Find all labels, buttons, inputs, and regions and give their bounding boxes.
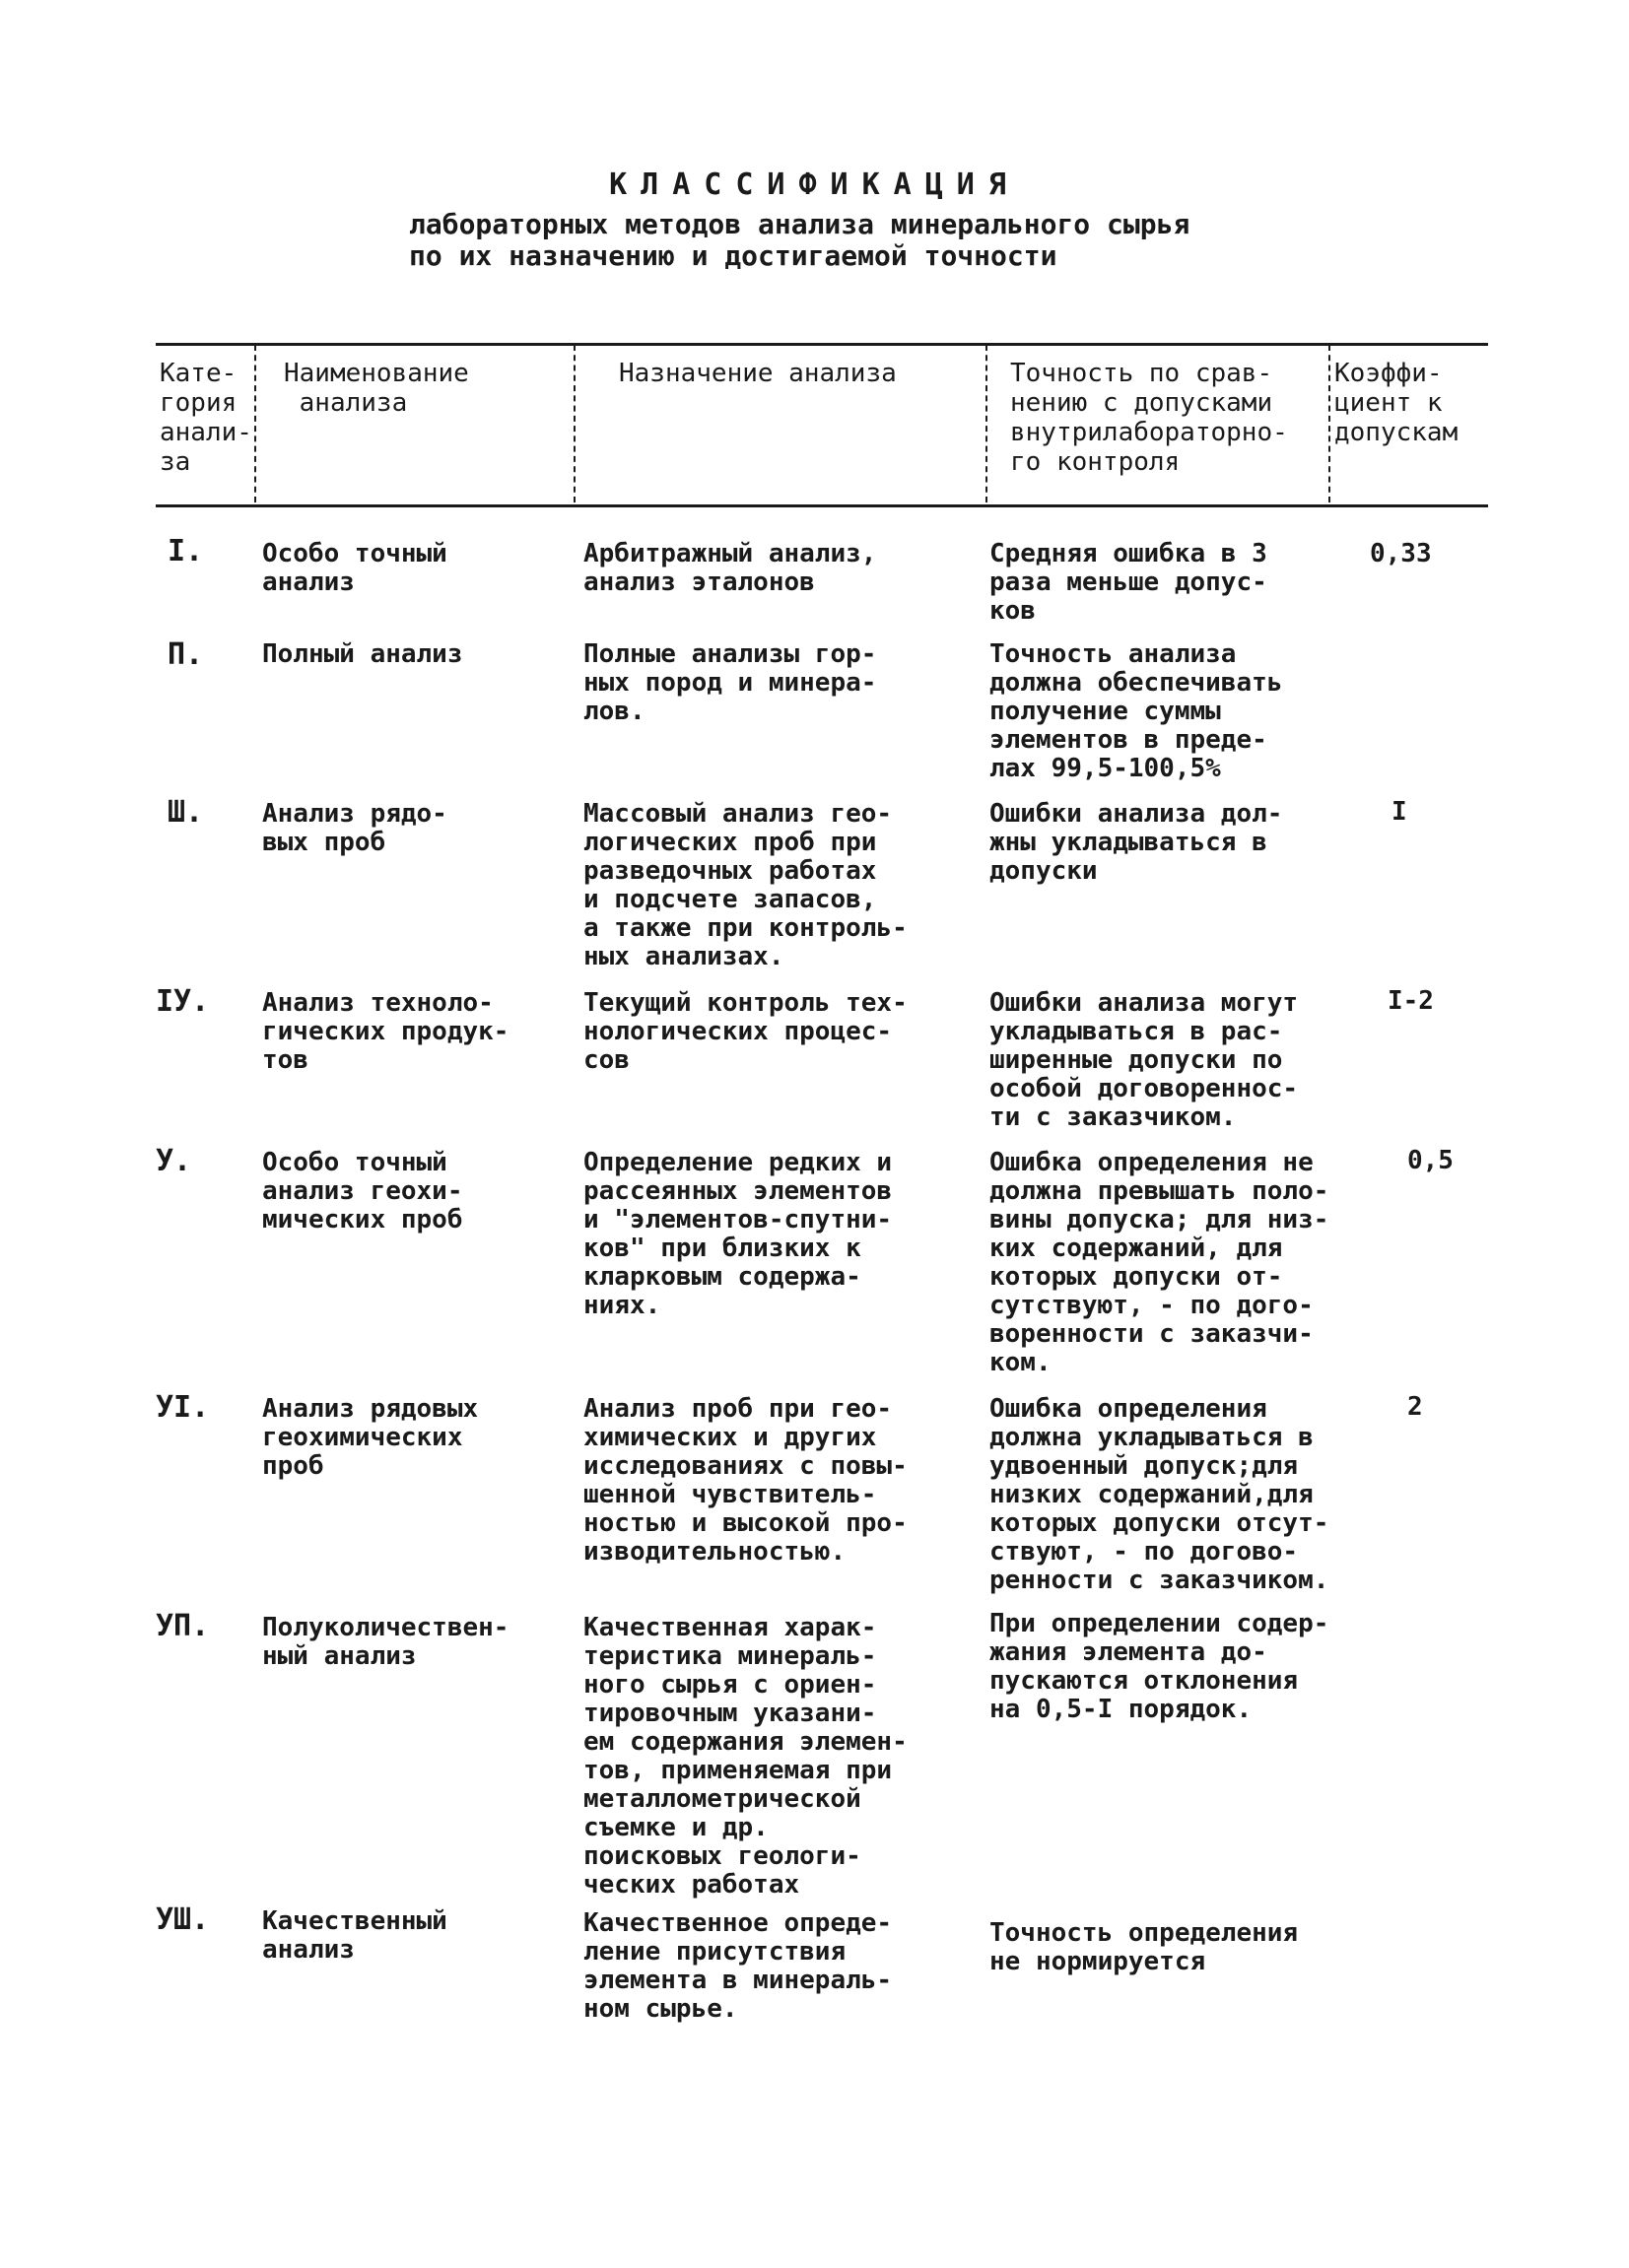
row-category: У. [156, 1144, 192, 1178]
row-purpose: Анализ проб при гео- химических и других исследованиях с повы- шенной чувствитель- ностью и высокой про- изводительностью. [583, 1394, 908, 1567]
row-name: Полуколичествен- ный анализ [262, 1613, 509, 1671]
row-accuracy: Точность определения не нормируется [989, 1918, 1299, 1976]
row-coefficient: 0,33 [1370, 539, 1432, 568]
row-category: УП. [156, 1609, 210, 1643]
column-separator [574, 345, 576, 502]
row-coefficient: I [1391, 797, 1407, 827]
row-accuracy: Ошибки анализа могут укладываться в рас- ширенные допуски по особой договореннос- ти с заказчиком. [989, 988, 1299, 1132]
column-separator [254, 345, 256, 502]
row-category: УI. [156, 1390, 210, 1425]
header-category: Кате- гория анали- за [160, 359, 252, 477]
row-purpose: Полные анализы гор- ных пород и минера- лов. [583, 639, 877, 726]
row-accuracy: Точность анализа должна обеспечивать получение суммы элементов в преде- лах 99,5-100,5% [989, 639, 1283, 783]
table-top-rule [156, 343, 1488, 346]
header-purpose: Назначение анализа [619, 359, 897, 388]
row-name: Анализ техноло- гических продук- тов [262, 988, 509, 1075]
row-name: Качественный анализ [262, 1906, 447, 1965]
document-title: КЛАССИФИКАЦИЯ [609, 167, 1020, 202]
row-purpose: Арбитражный анализ, анализ эталонов [583, 539, 877, 597]
row-accuracy: Средняя ошибка в 3 раза меньше допус- ков [989, 539, 1267, 626]
row-coefficient: 0,5 [1407, 1146, 1454, 1175]
row-name: Особо точный анализ [262, 539, 447, 597]
header-name: Наименование анализа [284, 359, 469, 418]
row-category: I. [168, 534, 204, 568]
row-accuracy: При определении содер- жания элемента до- пускаются отклонения на 0,5-I порядок. [989, 1609, 1329, 1724]
table-header-rule [156, 504, 1488, 507]
row-accuracy: Ошибка определения не должна превышать поло- вины допуска; для низ- ких содержаний, для которых допуски от- сутствуют, - по дого- воренности с заказчи- ком. [989, 1148, 1329, 1377]
row-purpose: Текущий контроль тех- нологических процес- сов [583, 988, 908, 1075]
row-purpose: Массовый анализ гео- логических проб при разведочных работах и подсчете запасов, а также при контроль- ных анализах. [583, 799, 908, 971]
row-name: Особо точный анализ геохи- мических проб [262, 1148, 463, 1234]
column-separator [985, 345, 987, 502]
row-category: П. [168, 637, 204, 672]
row-category: IУ. [156, 984, 210, 1019]
row-accuracy: Ошибка определения должна укладываться в удвоенный допуск;для низких содержаний,для которых допуски отсут- ствуют, - по догово- ренности с заказчиком. [989, 1394, 1329, 1595]
row-purpose: Определение редких и рассеянных элементов и "элементов-спутни- ков" при близких к кларковым содержа- ниях. [583, 1148, 893, 1320]
row-purpose: Качественное опреде- ление присутствия элемента в минераль- ном сырье. [583, 1908, 893, 2024]
row-name: Анализ рядовых геохимических проб [262, 1394, 479, 1481]
row-name: Полный анализ [262, 639, 463, 669]
row-category: УШ. [156, 1902, 210, 1937]
document-subtitle: лабораторных методов анализа минерального сырья по их назначению и достигаемой точности [409, 208, 1190, 272]
header-accuracy: Точность по срав- нению с допусками внутрилабораторно- го контроля [1010, 359, 1288, 477]
row-accuracy: Ошибки анализа дол- жны укладываться в допуски [989, 799, 1283, 886]
header-coefficient: Коэффи- циент к допускам [1334, 359, 1459, 447]
row-name: Анализ рядо- вых проб [262, 799, 447, 857]
row-coefficient: 2 [1407, 1392, 1423, 1422]
row-purpose: Качественная харак- теристика минераль- ного сырья с ориен- тировочным указани- ем содержания элемен- тов, применяемая при металлометрической съемке и др. поисковых геологи- ческих работах [583, 1613, 908, 1900]
row-coefficient: I-2 [1388, 986, 1434, 1016]
row-category: Ш. [168, 795, 204, 830]
column-separator [1328, 345, 1330, 502]
